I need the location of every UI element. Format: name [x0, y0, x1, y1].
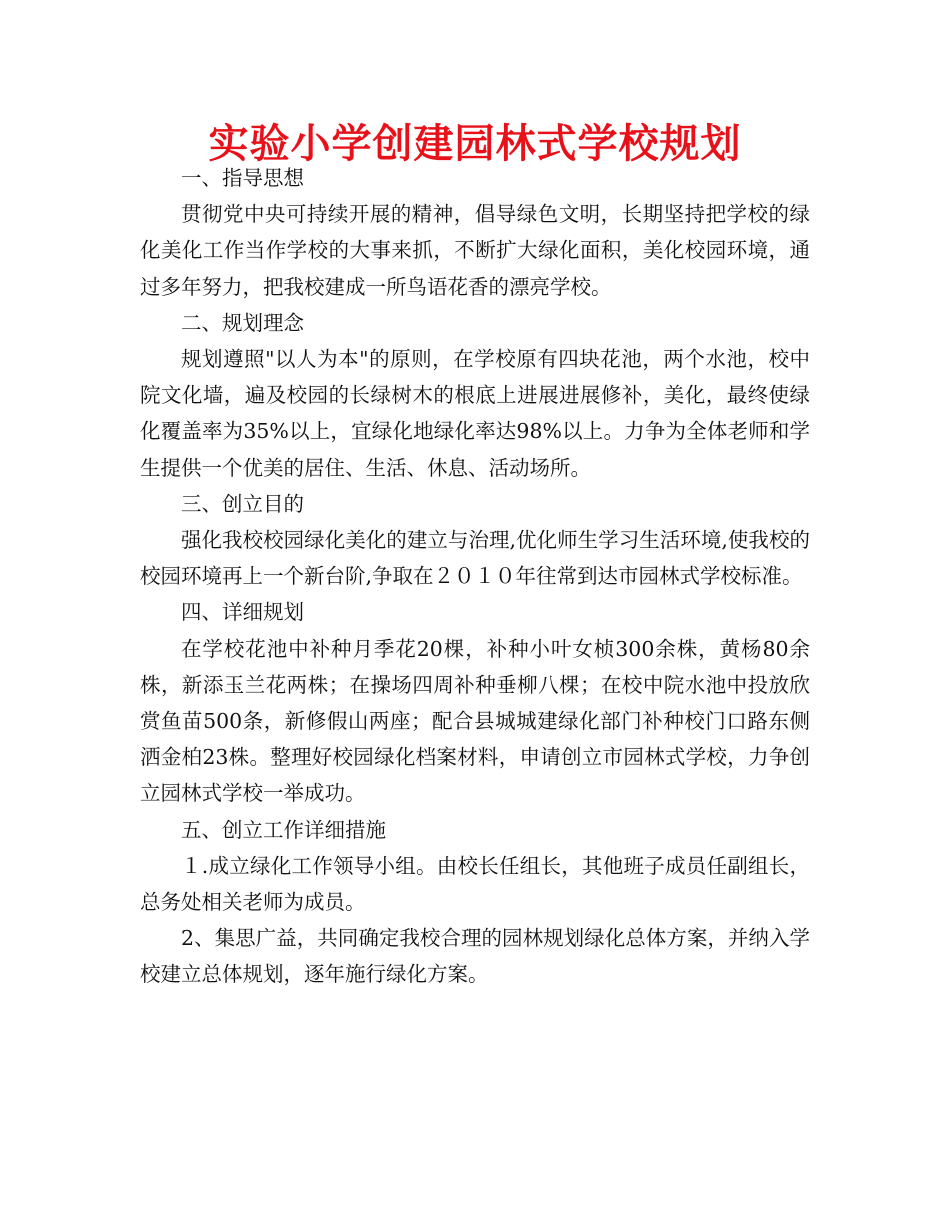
- document-title: 实验小学创建园林式学校规划: [208, 121, 742, 167]
- section-heading: 五、创立工作详细措施: [181, 817, 386, 842]
- section-heading: 二、规划理念: [181, 310, 304, 335]
- section-heading: 三、创立目的: [181, 491, 304, 516]
- section-heading: 四、详细规划: [181, 600, 304, 625]
- body-paragraph: １.成立绿化工作领导小组。由校长任组长，其他班子成员任副组长，总务处相关老师为成员。: [140, 853, 810, 915]
- body-paragraph: 在学校花池中补种月季花20棵，补种小叶女桢300余株，黄杨80余株，新添玉兰花两株；在操场四周补种垂柳八棵；在校中院水池中投放欣赏鱼苗500条，新修假山两座；配合县城城建绿化部门补种校门口路东侧洒金柏23株。整理好校园绿化档案材料，申请创立市园林式学校，力争创立园林式学校一举成功。: [140, 636, 810, 806]
- body-paragraph: 强化我校校园绿化美化的建立与治理,优化师生学习生活环境,使我校的校园环境再上一个新台阶,争取在２０１０年往常到达市园林式学校标准。: [140, 528, 810, 589]
- document-body: [140, 160, 810, 993]
- body-paragraph: 贯彻党中央可持续开展的精神，倡导绿色文明，长期坚持把学校的绿化美化工作当作学校的大事来抓，不断扩大绿化面积，美化校园环境，通过多年努力，把我校建成一所鸟语花香的漂亮学校。: [140, 202, 810, 299]
- body-paragraph: 2、集思广益，共同确定我校合理的园林规划绿化总体方案，并纳入学校建立总体规划，逐年施行绿化方案。: [140, 926, 810, 987]
- body-paragraph: 规划遵照"以人为本"的原则，在学校原有四块花池，两个水池，校中院文化墙，遍及校园的长绿树木的根底上进展进展修补，美化，最终使绿化覆盖率为35%以上，宜绿化地绿化率达98%以上。力争为全体老师和学生提供一个优美的居住、生活、休息、活动场所。: [140, 347, 810, 480]
- section-heading: 一、指导思想: [181, 166, 304, 190]
